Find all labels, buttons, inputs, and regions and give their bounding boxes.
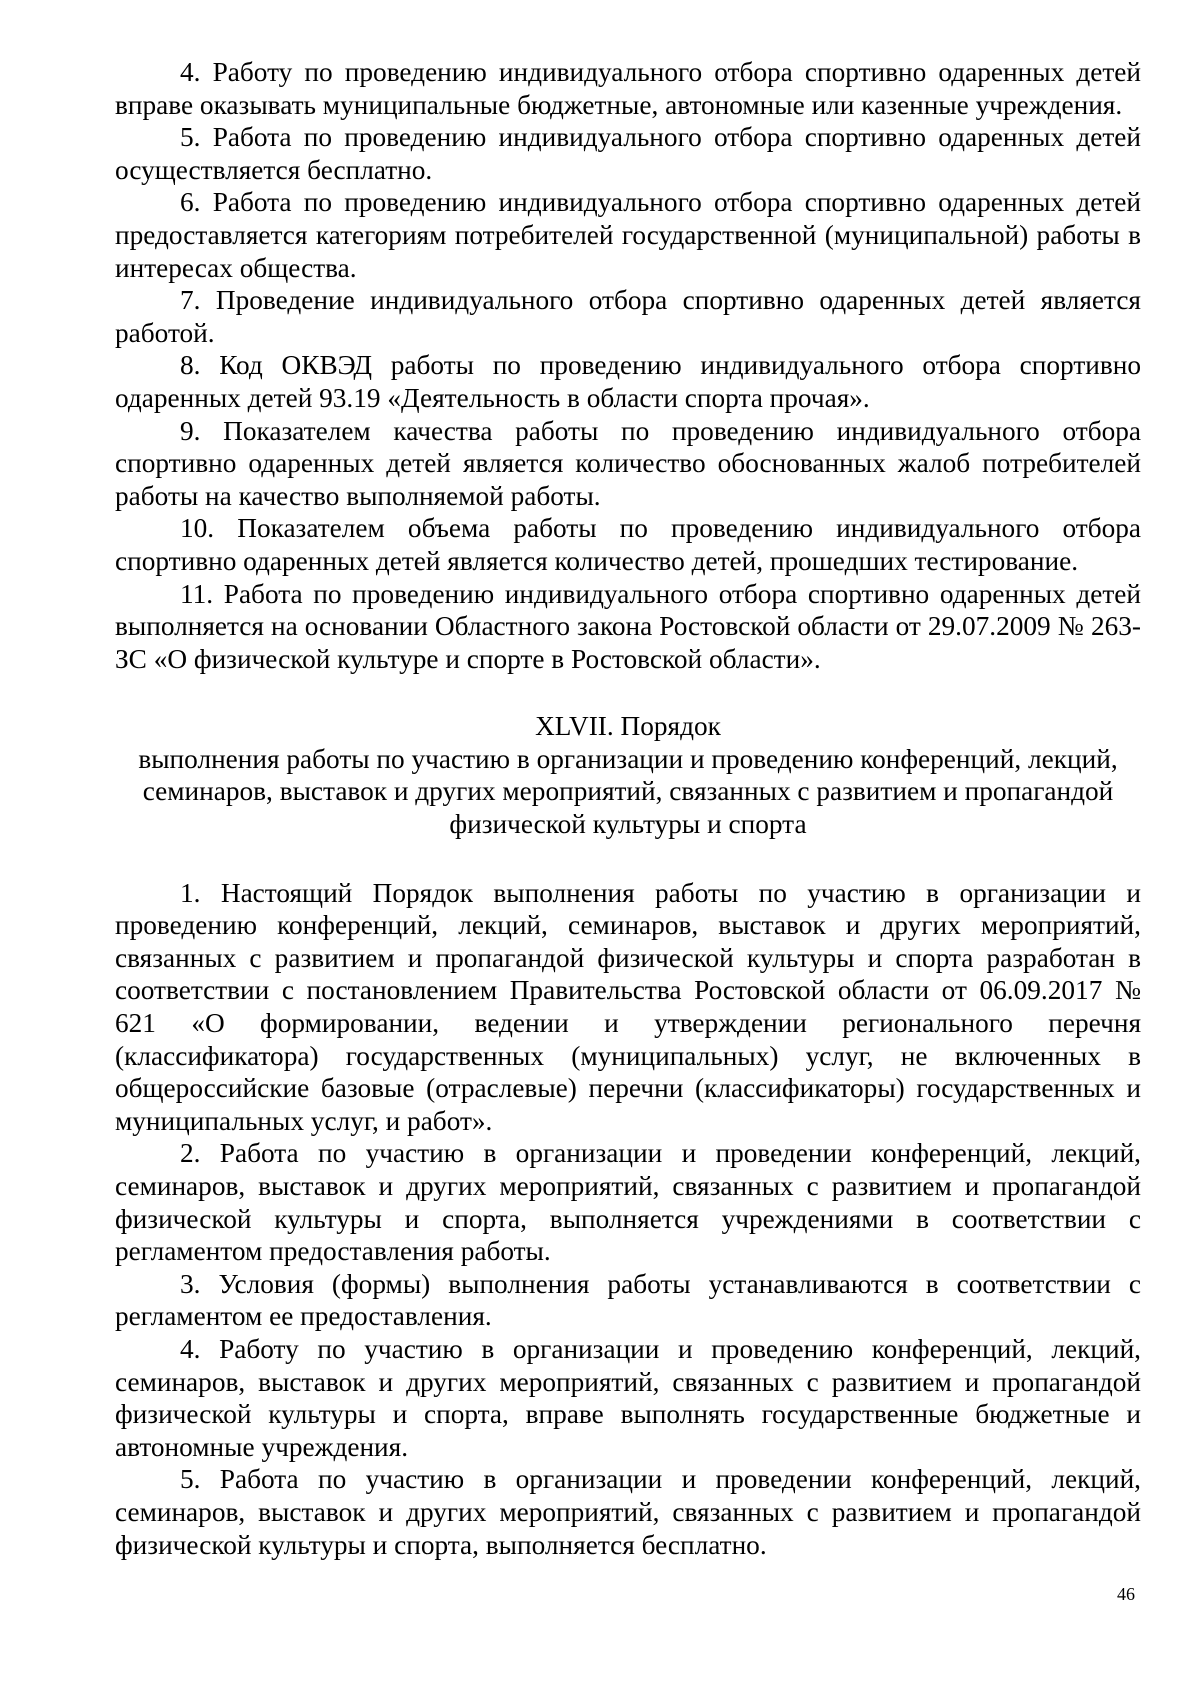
section-heading-title: XLVII. Порядок (535, 711, 721, 742)
paragraph-11: 11. Работа по проведению индивидуального отбора спортивно одаренных детей выполняется на основании Областного закона Ростовской области от 29.07.2009 № 263-ЗС «О физической культуре и спорте в Ростовской области». (115, 578, 1141, 674)
page-number: 46 (1117, 1584, 1135, 1604)
section-heading-line-1: выполнения работы по участию в организации и проведению конференций, лекций, (138, 743, 1118, 774)
paragraph-6: 6. Работа по проведению индивидуального отбора спортивно одаренных детей предоставляется категориям потребителей государственной (муниципальной) работы в интересах общества. (115, 187, 1141, 283)
spacer (115, 841, 1141, 877)
section-heading-line-3: физической культуры и спорта (449, 809, 807, 840)
section-paragraph-5: 5. Работа по участию в организации и проведении конференций, лекций, семинаров, выставок и других мероприятий, связанных с развитием и пропагандой физической культуры и спорта, выполняется бесплатно. (115, 1464, 1141, 1560)
paragraph-4: 4. Работу по проведению индивидуального отбора спортивно одаренных детей вправе оказывать муниципальные бюджетные, автономные или казенные учреждения. (115, 57, 1141, 120)
section-paragraph-1: 1. Настоящий Порядок выполнения работы по участию в организации и проведению конференций, лекций, семинаров, выставок и других мероприятий, связанных с развитием и пропагандой физической культуры и спорта разработан в соответствии с постановлением Правительства Ростовской области от 06.09.2017 № 621 «О формировании, ведении и утверждении регионального перечня (классификатора) государственных (муниципальных) услуг, не включенных в общероссийские базовые (отраслевые) перечни (классификаторы) государственных и муниципальных услуг, и работ». (115, 877, 1141, 1136)
section-paragraph-3: 3. Условия (формы) выполнения работы устанавливаются в соответствии с регламентом ее предоставления. (115, 1268, 1141, 1332)
paragraph-10: 10. Показателем объема работы по проведению индивидуального отбора спортивно одаренных детей является количество детей, прошедших тестирование. (115, 513, 1141, 576)
section-paragraph-2: 2. Работа по участию в организации и проведении конференций, лекций, семинаров, выставок и других мероприятий, связанных с развитием и пропагандой физической культуры и спорта, выполняется учреждениями в соответствии с регламентом предоставления работы. (115, 1138, 1141, 1267)
paragraph-5: 5. Работа по проведению индивидуального отбора спортивно одаренных детей осуществляется бесплатно. (115, 122, 1141, 185)
page-content (115, 56, 1141, 1561)
spacer (115, 675, 1141, 710)
paragraph-7: 7. Проведение индивидуального отбора спортивно одаренных детей является работой. (115, 285, 1141, 348)
section-heading (115, 710, 1141, 840)
section-heading-line-2: семинаров, выставок и других мероприятий, связанных с развитием и пропагандой (142, 776, 1114, 807)
section-paragraph-4: 4. Работу по участию в организации и проведению конференций, лекций, семинаров, выставок и других мероприятий, связанных с развитием и пропагандой физической культуры и спорта, вправе выполнять государственные бюджетные и автономные учреждения. (115, 1333, 1141, 1462)
paragraph-8: 8. Код ОКВЭД работы по проведению индивидуального отбора спортивно одаренных детей 93.19 «Деятельность в области спорта прочая». (115, 350, 1141, 413)
paragraph-9: 9. Показателем качества работы по проведению индивидуального отбора спортивно одаренных детей является количество обоснованных жалоб потребителей работы на качество выполняемой работы. (115, 415, 1141, 511)
